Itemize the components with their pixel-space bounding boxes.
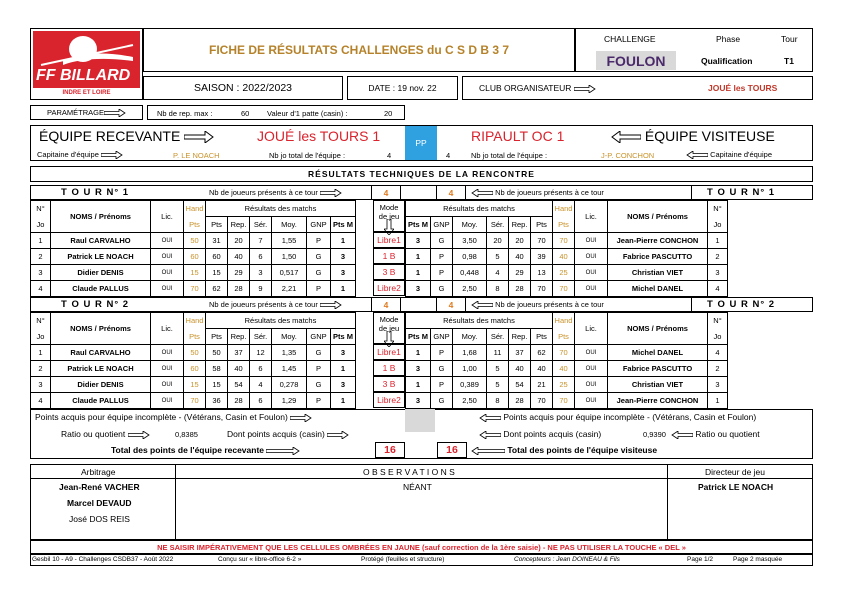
table-cell: 20: [509, 233, 531, 249]
table-cell: 58: [206, 361, 228, 377]
table-cell: 1,55: [272, 233, 307, 249]
table-cell: Moy.: [272, 329, 307, 345]
table-cell: Sér.: [487, 217, 509, 233]
table-cell: Moy.: [272, 217, 307, 233]
table-cell: 70: [553, 393, 575, 409]
table-cell: OUI: [151, 265, 184, 281]
table-cell: 3: [708, 265, 728, 281]
table-cell: Raul CARVALHO: [51, 345, 151, 361]
table-cell: Jo: [708, 217, 728, 233]
table-cell: 29: [228, 265, 250, 281]
away-results-table: [405, 200, 728, 297]
table-cell: 4: [31, 281, 51, 297]
table-cell: 3: [708, 377, 728, 393]
table-cell: 60: [184, 249, 206, 265]
table-cell: Didier DENIS: [51, 377, 151, 393]
arrow-right-icon: [290, 414, 312, 422]
table-cell: Rep.: [509, 217, 531, 233]
table-cell: Patrick LE NOACH: [51, 249, 151, 265]
table-cell: 1: [708, 393, 728, 409]
table-cell: G: [307, 345, 331, 361]
table-cell: 0,389: [453, 377, 487, 393]
meta-bar: Gesbil 10 - A9 - Challenges CSDB37 - Août 2022 Conçu sur « libre-office 6-2 » Protégé (feuilles et structure) Concepteurs : Jean DOINEAU & Fils Page 1/2 Page 2 masquée: [30, 554, 813, 566]
mode-cell: Libre1: [373, 344, 405, 360]
table-cell: 3: [331, 345, 356, 361]
table-row: [31, 265, 356, 281]
table-cell: Pts: [206, 329, 228, 345]
table-cell: 2,21: [272, 281, 307, 297]
table-cell: G: [431, 281, 453, 297]
table-cell: 1,29: [272, 393, 307, 409]
table-cell: Hand: [553, 201, 575, 217]
table-row: [31, 233, 356, 249]
table-cell: NOMS / Prénoms: [608, 313, 708, 345]
table-cell: Patrick LE NOACH: [51, 361, 151, 377]
billiard-player-icon: [33, 31, 140, 71]
table-cell: 60: [206, 249, 228, 265]
table-cell: 6: [250, 249, 272, 265]
table-cell: 4: [487, 265, 509, 281]
mode-header: Mode de jeu: [373, 200, 405, 232]
table-cell: 3: [331, 265, 356, 281]
table-cell: 1: [406, 265, 431, 281]
table-cell: Pts M: [331, 329, 356, 345]
arrow-left-icon: [471, 189, 493, 197]
table-cell: Pts M: [406, 329, 431, 345]
table-cell: 40: [531, 361, 553, 377]
mode-cell: Libre2: [373, 392, 405, 408]
table-cell: 2: [708, 361, 728, 377]
table-cell: OUI: [151, 233, 184, 249]
table-cell: Lic.: [575, 201, 608, 233]
table-cell: Claude PALLUS: [51, 281, 151, 297]
table-cell: 1: [331, 233, 356, 249]
challenge-box: CHALLENGE Phase Tour FOULON Qualification T1: [575, 28, 813, 72]
table-cell: 1,50: [272, 249, 307, 265]
table-cell: 5: [487, 361, 509, 377]
table-cell: 28: [228, 281, 250, 297]
table-cell: 1: [31, 233, 51, 249]
table-cell: 50: [184, 345, 206, 361]
table-cell: P: [431, 345, 453, 361]
table-cell: Jo: [31, 217, 51, 233]
table-cell: Christian VIET: [608, 377, 708, 393]
table-row: [31, 361, 356, 377]
table-cell: 11: [487, 345, 509, 361]
table-cell: 0,448: [453, 265, 487, 281]
table-cell: P: [307, 361, 331, 377]
table-cell: GNP: [431, 217, 453, 233]
table-cell: 1: [406, 377, 431, 393]
table-cell: OUI: [575, 361, 608, 377]
table-cell: 20: [487, 233, 509, 249]
table-cell: Jean-Pierre CONCHON: [608, 393, 708, 409]
home-results-table: [30, 200, 356, 297]
teams-bar: ÉQUIPE RECEVANTE JOUÉ les TOURS 1 PP RIPAULT OC 1 ÉQUIPE VISITEUSE Capitaine d'équipe P. LE NOACH Nb jo total de l'équipe : 4 4 Nb jo total de l'équipe : J-P. CONCHON Capitaine d'équipe: [30, 125, 813, 161]
arrow-right-icon: [104, 109, 126, 117]
table-cell: 70: [531, 393, 553, 409]
challenge-name: FOULON: [606, 52, 666, 69]
table-cell: 12: [250, 345, 272, 361]
home-results-table: [30, 312, 356, 409]
table-cell: 15: [184, 377, 206, 393]
table-row: [31, 249, 356, 265]
arrow-right-icon: [128, 431, 150, 439]
table-cell: 15: [206, 377, 228, 393]
table-cell: 25: [553, 377, 575, 393]
table-cell: Jean-Pierre CONCHON: [608, 233, 708, 249]
table-cell: 8: [487, 281, 509, 297]
parametrage-label: PARAMÉTRAGE: [30, 105, 143, 120]
table-cell: Sér.: [250, 329, 272, 345]
table-cell: 40: [553, 249, 575, 265]
mode-header: Mode de jeu: [373, 312, 405, 344]
table-cell: Michel DANEL: [608, 345, 708, 361]
table-cell: OUI: [575, 393, 608, 409]
table-cell: Michel DANEL: [608, 281, 708, 297]
table-cell: 0,278: [272, 377, 307, 393]
date: DATE : 19 nov. 22: [347, 76, 458, 100]
table-row: [406, 361, 728, 377]
table-cell: 36: [206, 393, 228, 409]
table-cell: G: [431, 233, 453, 249]
table-cell: Résultats des matchs: [206, 313, 356, 329]
page-title: FICHE DE RÉSULTATS CHALLENGES du C S D B 3 7: [143, 28, 575, 72]
table-cell: 1: [406, 345, 431, 361]
table-cell: OUI: [151, 377, 184, 393]
table-cell: 1: [331, 281, 356, 297]
logo-box: [30, 28, 143, 100]
table-cell: 6: [250, 393, 272, 409]
table-cell: Pts: [206, 217, 228, 233]
table-cell: G: [431, 361, 453, 377]
table-cell: NOMS / Prénoms: [608, 201, 708, 233]
table-cell: P: [431, 249, 453, 265]
table-cell: P: [307, 281, 331, 297]
table-cell: 40: [228, 361, 250, 377]
table-cell: 3: [31, 265, 51, 281]
mode-cell: 3 B: [373, 264, 405, 280]
table-row: [406, 377, 728, 393]
home-total: 16: [375, 442, 405, 458]
table-cell: 1,00: [453, 361, 487, 377]
table-cell: 62: [531, 345, 553, 361]
table-cell: 70: [553, 233, 575, 249]
table-cell: 1: [31, 345, 51, 361]
arrow-right-icon: [327, 431, 349, 439]
table-cell: 70: [184, 393, 206, 409]
table-cell: OUI: [151, 281, 184, 297]
table-row: [406, 233, 728, 249]
away-results-table: [405, 312, 728, 409]
arrow-left-icon: [479, 431, 501, 439]
table-cell: Résultats des matchs: [406, 313, 553, 329]
warning-banner: NE SAISIR IMPÉRATIVEMENT QUE LES CELLULES OMBRÉES EN JAUNE (sauf correction de la 1ère saisie) - NE PAS UTILISER LA TOUCHE « DEL »: [30, 540, 813, 554]
table-cell: 3: [31, 377, 51, 393]
table-cell: 28: [228, 393, 250, 409]
table-cell: 3: [406, 281, 431, 297]
table-cell: 70: [531, 233, 553, 249]
mode-cell: Libre1: [373, 232, 405, 248]
arrow-left-icon: [471, 447, 505, 455]
table-cell: 2,50: [453, 393, 487, 409]
table-cell: OUI: [575, 345, 608, 361]
table-cell: 70: [553, 345, 575, 361]
table-cell: 4: [708, 281, 728, 297]
table-cell: 54: [228, 377, 250, 393]
table-cell: P: [307, 233, 331, 249]
table-cell: Hand: [184, 313, 206, 329]
table-cell: 0,517: [272, 265, 307, 281]
table-cell: Sér.: [250, 217, 272, 233]
table-cell: OUI: [575, 377, 608, 393]
table-cell: 3: [406, 393, 431, 409]
table-cell: 39: [531, 249, 553, 265]
table-cell: 1: [331, 393, 356, 409]
table-cell: N°: [708, 313, 728, 329]
table-cell: 1: [331, 361, 356, 377]
logo-subtext: INDRE ET LOIRE: [62, 89, 111, 96]
tour-header: T O U R N° 2 Nb de joueurs présents à ce tour 4 4 Nb de joueurs présents à ce tour T O U R N° 2: [30, 297, 813, 312]
table-cell: P: [431, 265, 453, 281]
table-cell: 54: [509, 377, 531, 393]
ff-billard-logo: [33, 31, 140, 97]
table-row: [31, 377, 356, 393]
table-cell: 31: [206, 233, 228, 249]
table-cell: Jo: [31, 329, 51, 345]
table-cell: 25: [553, 265, 575, 281]
table-cell: 29: [509, 265, 531, 281]
table-cell: Pts: [553, 329, 575, 345]
table-cell: Pts: [184, 329, 206, 345]
table-cell: 2: [31, 361, 51, 377]
table-cell: 6: [250, 361, 272, 377]
table-cell: Christian VIET: [608, 265, 708, 281]
table-cell: 3: [406, 233, 431, 249]
table-cell: Moy.: [453, 329, 487, 345]
table-cell: OUI: [151, 249, 184, 265]
table-row: [406, 393, 728, 409]
table-cell: Résultats des matchs: [406, 201, 553, 217]
table-cell: 5: [487, 377, 509, 393]
table-cell: 21: [531, 377, 553, 393]
table-cell: 1: [708, 233, 728, 249]
table-cell: OUI: [151, 393, 184, 409]
table-cell: 40: [509, 249, 531, 265]
table-cell: GNP: [431, 329, 453, 345]
table-row: [406, 249, 728, 265]
table-cell: 20: [228, 233, 250, 249]
arrow-right-icon: [266, 447, 300, 455]
table-cell: GNP: [307, 217, 331, 233]
table-cell: 1: [406, 249, 431, 265]
logo-text: FF BILLARD: [36, 67, 131, 84]
table-cell: 40: [553, 361, 575, 377]
arrow-left-icon: [479, 414, 501, 422]
table-cell: Pts: [531, 217, 553, 233]
table-cell: G: [307, 377, 331, 393]
mode-cell: 1 B: [373, 360, 405, 376]
table-cell: 15: [184, 265, 206, 281]
table-cell: 70: [553, 281, 575, 297]
saison: SAISON : 2022/2023: [143, 76, 343, 100]
table-cell: 8: [487, 393, 509, 409]
mode-cell: Libre2: [373, 280, 405, 296]
table-cell: Moy.: [453, 217, 487, 233]
table-cell: Pts M: [406, 217, 431, 233]
table-cell: 70: [184, 281, 206, 297]
table-cell: Rep.: [228, 329, 250, 345]
table-cell: OUI: [151, 361, 184, 377]
arrow-right-icon: [184, 131, 214, 143]
table-cell: P: [307, 393, 331, 409]
table-cell: Rep.: [509, 329, 531, 345]
table-cell: 2: [31, 249, 51, 265]
table-cell: 37: [509, 345, 531, 361]
table-cell: 3,50: [453, 233, 487, 249]
table-cell: G: [431, 393, 453, 409]
table-cell: Rep.: [228, 217, 250, 233]
arrow-left-icon: [671, 431, 693, 439]
table-cell: 0,98: [453, 249, 487, 265]
table-cell: N°: [31, 313, 51, 329]
table-cell: Résultats des matchs: [206, 201, 356, 217]
table-cell: OUI: [575, 249, 608, 265]
mode-cell: 3 B: [373, 376, 405, 392]
table-cell: 7: [250, 233, 272, 249]
table-cell: 28: [509, 393, 531, 409]
table-cell: G: [307, 249, 331, 265]
table-cell: 3: [406, 361, 431, 377]
arrow-right-icon: [320, 189, 342, 197]
totals-section: Points acquis pour équipe incomplète - (Vétérans, Casin et Foulon) Points acquis pour équipe incomplète - (Vétérans, Casin et Foulon) Ratio ou quotient 0,8385 Dont points acquis (casin) Dont points acquis (casin) 0,9390 Ratio ou quotient Total des points de l'équipe recevante 16 16 Total des points de l'équipe visiteuse: [30, 409, 813, 459]
table-cell: Jo: [708, 329, 728, 345]
table-cell: 40: [228, 249, 250, 265]
table-cell: Pts: [184, 217, 206, 233]
table-cell: 2: [708, 249, 728, 265]
table-cell: 50: [184, 233, 206, 249]
table-cell: Lic.: [151, 313, 184, 345]
away-total: 16: [437, 442, 467, 458]
arrow-right-icon: [574, 85, 596, 93]
table-cell: Claude PALLUS: [51, 393, 151, 409]
table-cell: 2,50: [453, 281, 487, 297]
table-cell: 3: [331, 377, 356, 393]
table-cell: Hand: [553, 313, 575, 329]
table-cell: Pts: [531, 329, 553, 345]
table-cell: 1,35: [272, 345, 307, 361]
table-cell: N°: [31, 201, 51, 217]
table-row: [31, 393, 356, 409]
arrow-left-icon: [686, 151, 708, 159]
table-cell: OUI: [575, 281, 608, 297]
tour-header: T O U R N° 1 Nb de joueurs présents à ce tour 4 4 Nb de joueurs présents à ce tour T O U R N° 1: [30, 185, 813, 200]
table-cell: 4: [250, 377, 272, 393]
arrow-right-icon: [320, 301, 342, 309]
table-cell: Raul CARVALHO: [51, 233, 151, 249]
table-cell: Lic.: [151, 201, 184, 233]
parametrage-values: Nb de rep. max : 60 Valeur d'1 patte (casin) : 20: [147, 105, 405, 120]
mode-cell: 1 B: [373, 248, 405, 264]
table-cell: 4: [31, 393, 51, 409]
arrow-left-icon: [611, 131, 641, 143]
table-cell: 37: [228, 345, 250, 361]
table-cell: 9: [250, 281, 272, 297]
table-cell: NOMS / Prénoms: [51, 313, 151, 345]
table-cell: Lic.: [575, 313, 608, 345]
footer-section: Arbitrage O B S E R V A T I O N S Directeur de jeu Jean-René VACHER Marcel DEVAUD José DOS REIS NÉANT Patrick LE NOACH: [30, 464, 813, 540]
table-cell: 70: [531, 281, 553, 297]
table-cell: N°: [708, 201, 728, 217]
table-cell: 60: [184, 361, 206, 377]
table-cell: OUI: [151, 345, 184, 361]
table-cell: Pts: [553, 217, 575, 233]
table-cell: 40: [509, 361, 531, 377]
table-cell: OUI: [575, 265, 608, 281]
arrow-left-icon: [471, 301, 493, 309]
table-cell: Didier DENIS: [51, 265, 151, 281]
table-row: [406, 281, 728, 297]
table-cell: Sér.: [487, 329, 509, 345]
table-cell: 3: [331, 249, 356, 265]
table-cell: 13: [531, 265, 553, 281]
table-cell: 5: [487, 249, 509, 265]
table-cell: Fabrice PASCUTTO: [608, 249, 708, 265]
table-row: [406, 345, 728, 361]
table-cell: 28: [509, 281, 531, 297]
table-cell: 50: [206, 345, 228, 361]
table-cell: 62: [206, 281, 228, 297]
table-cell: GNP: [307, 329, 331, 345]
arrow-right-icon: [101, 151, 123, 159]
pp-badge: PP: [415, 138, 427, 148]
table-cell: Pts M: [331, 217, 356, 233]
table-cell: Hand: [184, 201, 206, 217]
club-organisateur: CLUB ORGANISATEUR JOUÉ les TOURS: [462, 76, 813, 100]
table-cell: 3: [250, 265, 272, 281]
table-cell: NOMS / Prénoms: [51, 201, 151, 233]
table-cell: 1,68: [453, 345, 487, 361]
table-cell: 4: [708, 345, 728, 361]
table-cell: 1,45: [272, 361, 307, 377]
table-cell: 15: [206, 265, 228, 281]
table-cell: Fabrice PASCUTTO: [608, 361, 708, 377]
table-cell: P: [431, 377, 453, 393]
table-row: [31, 281, 356, 297]
table-row: [406, 265, 728, 281]
results-title: RÉSULTATS TECHNIQUES DE LA RENCONTRE: [30, 166, 813, 182]
table-cell: OUI: [575, 233, 608, 249]
table-row: [31, 345, 356, 361]
table-cell: G: [307, 265, 331, 281]
